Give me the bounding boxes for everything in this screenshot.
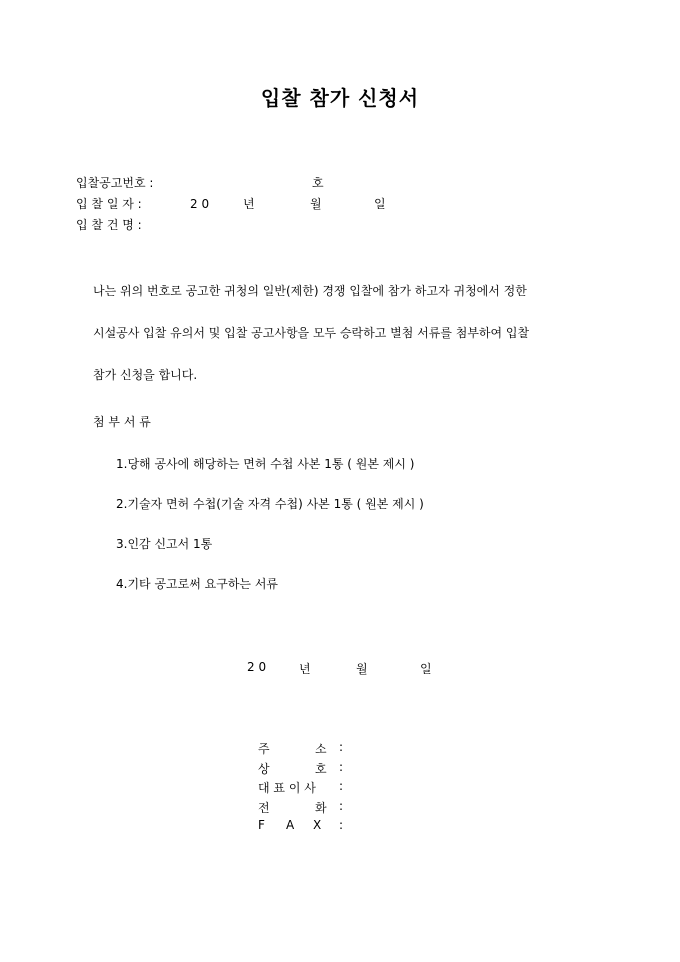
- date-year: 2 0: [247, 660, 267, 674]
- notice-number-suffix: 호: [312, 176, 324, 190]
- phone-colon: :: [339, 798, 344, 813]
- ceo-label: 대 표 이 사: [258, 781, 316, 795]
- notice-number-label: 입찰공고번호 :: [76, 176, 154, 190]
- attachment-item: 4.기타 공고로써 요구하는 서류: [116, 577, 278, 591]
- attachment-item: 2.기술자 면허 수첩(기술 자격 수첩) 사본 1통 ( 원본 제시 ): [116, 497, 424, 511]
- attachment-item: 1.당해 공사에 해당하는 면허 수첩 사본 1통 ( 원본 제시 ): [116, 457, 415, 471]
- fax-label-x: X: [313, 818, 322, 832]
- company-label-a: 상: [258, 761, 270, 776]
- address-colon: :: [339, 740, 344, 754]
- attachment-item: 3.인감 신고서 1통: [116, 537, 213, 551]
- phone-label-b: 화: [315, 800, 327, 815]
- fax-label-a: A: [286, 818, 295, 832]
- fax-colon: :: [339, 818, 344, 832]
- attachments-heading: 첨 부 서 류: [93, 415, 151, 429]
- date-year-unit: 년: [299, 662, 311, 676]
- date-day-unit: 일: [420, 662, 432, 676]
- statement-line: 시설공사 입찰 유의서 및 입찰 공고사항을 모두 승락하고 별첨 서류를 첨부하여 입찰: [93, 326, 530, 340]
- ceo-colon: :: [339, 779, 344, 793]
- application-date: [0, 660, 680, 680]
- application-statement: [93, 270, 603, 396]
- statement-line: 나는 위의 번호로 공고한 귀청의 일반(제한) 경쟁 입찰에 참가 하고자 귀청에서 정한: [93, 284, 527, 298]
- fax-label-f: F: [258, 818, 265, 832]
- address-label-b: 소: [315, 742, 327, 756]
- bid-date-label: 입 찰 일 자 :: [76, 197, 142, 211]
- bid-date-day-unit: 일: [374, 197, 386, 211]
- company-colon: :: [339, 759, 344, 774]
- page-title: 입찰 참가 신청서: [260, 86, 420, 110]
- statement-line: 참가 신청을 합니다.: [93, 368, 198, 382]
- bid-date-year-unit: 년: [243, 197, 255, 211]
- bid-date-year: 2 0: [190, 197, 210, 211]
- attachments-list: [116, 454, 424, 614]
- company-label-b: 호: [315, 761, 327, 776]
- address-label-a: 주: [258, 742, 270, 756]
- bid-subject-label: 입 찰 건 명 :: [76, 218, 142, 232]
- phone-label-a: 전: [258, 800, 270, 815]
- bid-date-month-unit: 월: [310, 197, 322, 211]
- date-month-unit: 월: [356, 662, 368, 676]
